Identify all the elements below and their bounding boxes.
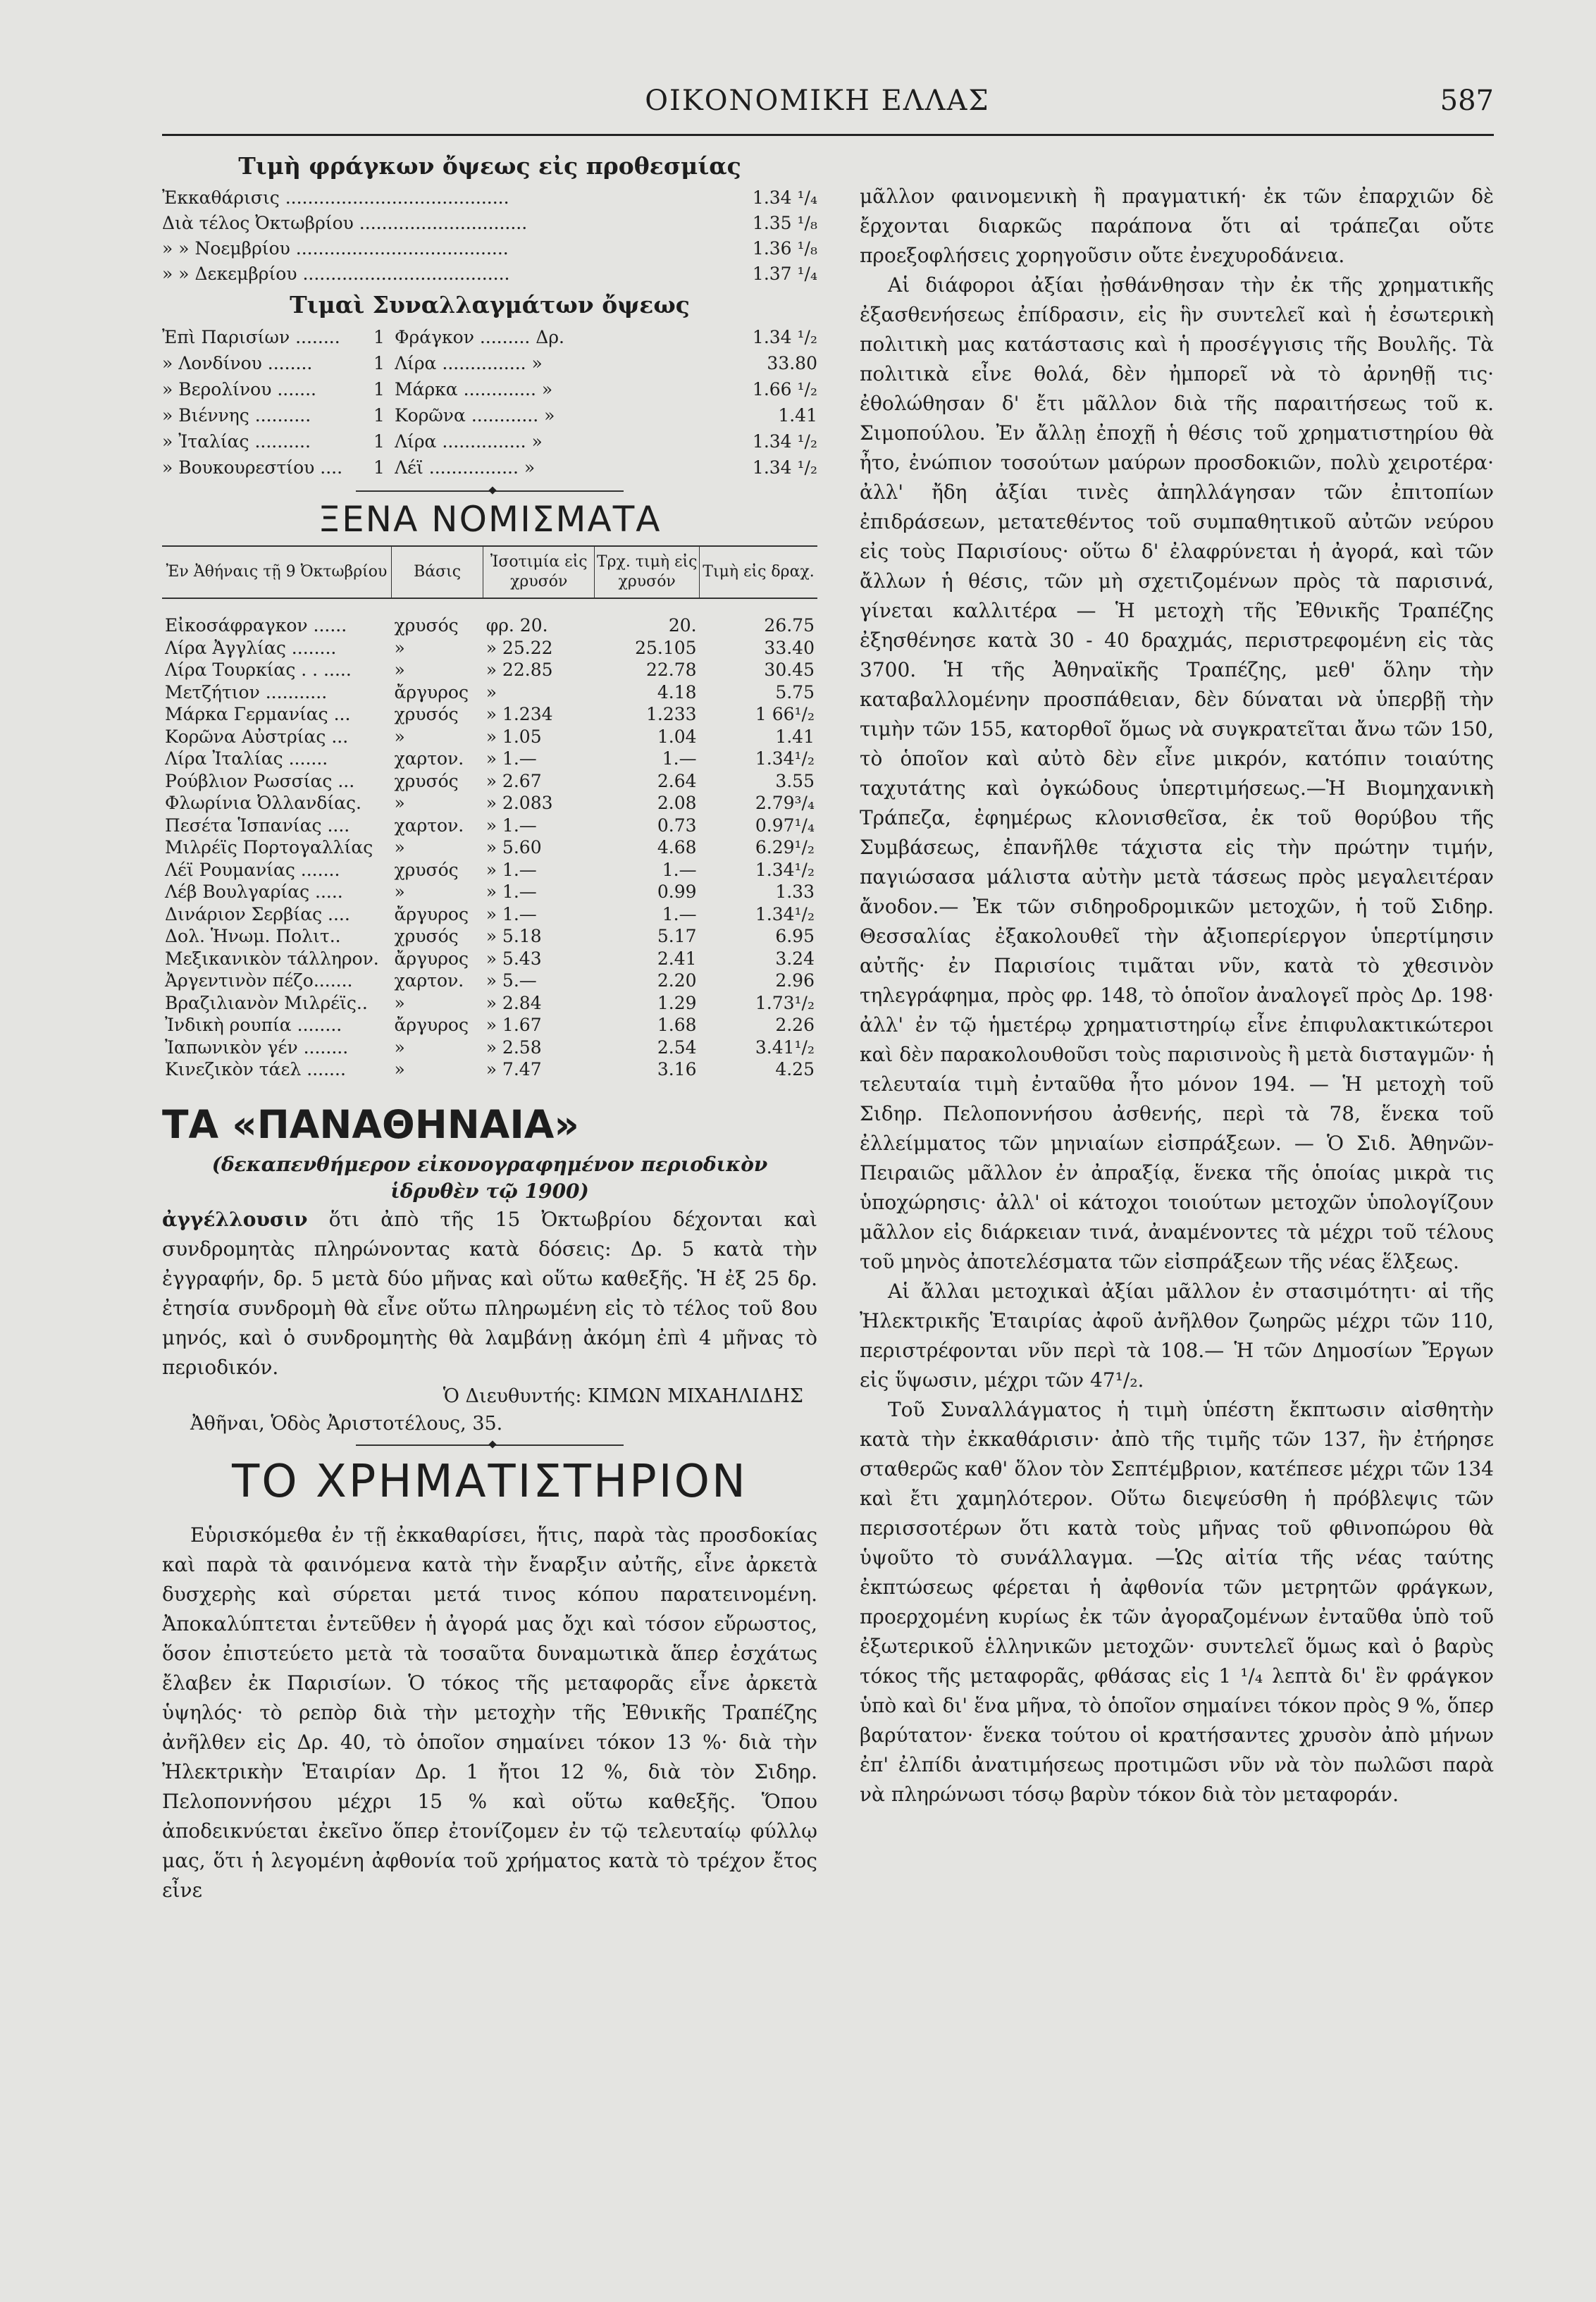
table-cell: » 2.84	[485, 992, 542, 1013]
franc-rate-row	[162, 211, 817, 236]
table-row	[162, 703, 817, 726]
franc-rate-value: 1.35 ¹/₈	[752, 213, 817, 233]
table-cell: χρυσός	[394, 704, 459, 724]
table-cell: » 1.—	[485, 881, 537, 902]
franc-rate-row	[162, 261, 817, 287]
table-cell: φρ. 20.	[485, 615, 548, 636]
table-cell: Δινάριον Σερβίας ....	[165, 903, 350, 924]
page-header	[141, 85, 1494, 127]
table-cell: 3.55	[775, 770, 815, 791]
section-divider	[356, 490, 624, 492]
table-cell: » 5.—	[485, 970, 537, 991]
table-cell: » 2.083	[485, 793, 553, 813]
table-cell: 2.54	[657, 1036, 697, 1058]
table-cell: χρυσός	[394, 926, 459, 946]
table-cell: »	[394, 1059, 405, 1079]
exchange-city: » Βιέννης ..........	[162, 405, 311, 426]
table-cell: ἄργυρος	[394, 1015, 469, 1035]
table-cell: Μάρκα Γερμανίας ...	[165, 704, 351, 724]
table-cell: 1.233	[646, 704, 697, 724]
table-cell: » 1.—	[485, 903, 537, 924]
franc-rate-value: 1.37 ¹/₄	[752, 264, 817, 284]
table-cell: » 1.—	[485, 748, 537, 769]
table-cell: 0.99	[657, 881, 697, 902]
exchange-unit: 1	[373, 379, 385, 400]
table-cell: 1.33	[775, 881, 815, 902]
table-cell: 1.73¹/₂	[755, 992, 815, 1013]
bourse-paragraph-cont: μᾶλλον φαινομενικὴ ἢ πραγματική· ἐκ τῶν ἐπαρχιῶν δὲ ἔρχονται διαρκῶς παράπονα ὅτι αἱ τράπεζαι οὔτε προεξοφλήσεις χορηγοῦσιν οὔτε ἐνεχυροδάνεια.	[860, 185, 1494, 267]
table-cell: Φλωρίνια Ὀλλανδίας.	[165, 793, 362, 813]
table-cell: 2.20	[657, 970, 697, 991]
franc-rate-label: » » Νοεμβρίου ......................................	[162, 238, 509, 259]
table-cell: »	[394, 793, 405, 813]
bourse-title: ΤΟ ΧΡΗΜΑΤΙΣΤΗΡΙΟΝ	[232, 1455, 748, 1508]
table-cell: 2.08	[657, 793, 697, 813]
table-cell: 1.—	[662, 903, 697, 924]
panathinaia-subtitle-2: ἱδρυθὲν τῷ 1900)	[390, 1179, 589, 1203]
exchange-city: » Βουκουρεστίου ....	[162, 457, 343, 478]
table-cell: » 25.22	[485, 637, 553, 658]
table-cell: 6.29¹/₂	[755, 837, 815, 858]
exchange-rate-row	[162, 428, 817, 454]
table-cell: Λίρα Ἀγγλίας ........	[165, 637, 337, 658]
franc-rate-row	[162, 236, 817, 261]
franc-rate-label: Ἐκκαθάρισις ........................................	[162, 187, 509, 208]
table-cell: 1.68	[657, 1015, 697, 1035]
table-cell: 0.97¹/₄	[755, 815, 815, 836]
exchange-unit: 1	[373, 353, 385, 373]
panathinaia-address: Ἀθῆναι, Ὁδὸς Ἀριστοτέλους, 35.	[190, 1412, 503, 1435]
franc-rate-label: Διὰ τέλος Ὀκτωβρίου ..............................	[162, 213, 528, 233]
table-cell: 2.79³/₄	[755, 793, 815, 813]
table-cell: Εἰκοσάφραγκον ......	[165, 615, 347, 636]
table-cell: »	[394, 637, 405, 658]
section-divider	[356, 1444, 624, 1446]
table-cell: » 5.18	[485, 926, 542, 946]
panathinaia-title: ΤΑ «ΠΑΝΑΘΗΝΑΙΑ»	[162, 1101, 579, 1147]
table-cell: 4.18	[657, 681, 697, 703]
foreign-currencies-table	[162, 545, 817, 1081]
table-cell: Κινεζικὸν τάελ .......	[165, 1059, 346, 1079]
table-row	[162, 681, 817, 704]
table-row	[162, 598, 817, 637]
franc-rate-value: 1.34 ¹/₄	[752, 187, 817, 208]
exchange-unit: 1	[373, 431, 385, 452]
exchange-currency: Λίρα ............... »	[395, 431, 543, 452]
securities-paragraph: Αἱ διάφοροι ἀξίαι ᾐσθάνθησαν τὴν ἐκ τῆς χρηματικῆς ἐξασθενήσεως ἐπίδρασιν, εἰς ἣν συντελεῖ καὶ ἡ ἐσωτερικὴ πολιτικὴ μας κατάστασις καὶ ἡ προσέγγισις τῆς Βουλῆς. Τὰ πολιτικὰ εἶνε θολά, δὲν ἠμπορεῖ νὰ τὸ ἀρνηθῇ τις· ἐθολώθησαν δ' ἔτι μᾶλλον διὰ τῆς παραιτήσεως τοῦ κ. Σιμοπούλου. Ἐν ἄλλῃ ἐποχῇ ἡ θέσις τοῦ χρηματιστηρίου θὰ ἦτο, ἐνώπιον τοσούτων μαύρων προσδοκιῶν, πολὺ χειροτέρα· ἀλλ' ἤδη ἀξίαι τινὲς ἀπηλλάγησαν τῶν ἐπιτοπίων ἐπιδράσεων, μετατεθέντος τοῦ συμπαθητικοῦ αὐτῶν νεύρου εἰς τοὺς Παρισίους· οὕτω δ' ἐλαφρύνεται ἡ ἀγορά, καὶ τῶν ἄλλων ἡ θέσις, τῶν μὴ σχετιζομένων πρὸς τὰ παρισινά, γίνεται καλλιτέρα — Ἡ μετοχὴ τῆς Ἐθνικῆς Τραπέζης ἐξησθένησε κατὰ 30 - 40 δραχμάς, περιστρεφομένη εἰς τὰς 3700. Ἡ τῆς Ἀθηναϊκῆς Τραπέζης, μεθ' ὅλην τὴν καταβαλλομένην προσπάθειαν, δὲν δύναται νὰ ὑπερβῇ τὴν τιμὴν τῶν 155, κατορθοῖ ὅμως νὰ συγκρατεῖται ἄνω τῶν 150, τὸ ὁποῖον καὶ αὐτὸ δὲν εἶνε μικρόν, κατόπιν τοιαύτης ταχυτάτης καὶ ὀγκώδους ὑπερτιμήσεως.—Ἡ Βιομηχανικὴ Τράπεζα, ἐφημέρως κλονισθεῖσα, ἐκ τοῦ θορύβου τῆς Συμβάσεως, ἐπανῆλθε τάχιστα εἰς τὴν πρώτην τιμήν, παγιώσασα μάλιστα αὐτὴν μετὰ τάσεως πρὸς μεγαλειτέραν ἄνοδον.— Ἐκ τῶν σιδηροδρομικῶν μετοχῶν, ἡ τοῦ Σιδηρ. Θεσσαλίας ἐξακολουθεῖ τὴν ἀξιοπερίεργον ὑπερτίμησιν αὐτῆς· ἐν Παρισίοις τιμᾶται νῦν, κατὰ τὸ χθεσινὸν τηλεγράφημα, πρὸς φρ. 148, τὸ ὁποῖον ἀναλογεῖ πρὸς Δρ. 198· ἀλλ' ἐν τῷ ἡμετέρῳ χρηματιστηρίῳ εἶνε ἐπιφυλακτικώτεροι καὶ δὲν παρακολουθοῦσι τοὺς παρισινοὺς ἢ μετὰ δισταγμῶν· ἡ τελευταία τιμὴ ἐνταῦθα ἦτο μόνον 194. — Ἡ μετοχὴ τοῦ Σιδηρ. Πελοποννήσου ἀσθενής, περὶ τὰ 78, ἕνεκα τοῦ ἐλλείμματος τῶν μηνιαίων εἰσπράξεων. — Ὁ Σιδ. Ἀθηνῶν-Πειραιῶς μᾶλλον ἐν ἀπραξίᾳ, ἕνεκα τῆς ὁποίας μικρὰ τις ὑποχώρησις· ἀλλ' οἱ κάτοχοι τοιούτων μετοχῶν ὑπολογίζουν μᾶλλον εἰς διάρκειαν τινά, ἀναμένοντες τὰ μέχρι τοῦ τέλους τοῦ μηνὸς ἀποτελέσματα τῶν εἰσπράξεων τῆς νέας ἕλξεως.	[860, 273, 1494, 1273]
table-cell: 2.41	[657, 948, 697, 969]
exchange-paragraph: Τοῦ Συναλλάγματος ἡ τιμὴ ὑπέστη ἔκπτωσιν αἰσθητὴν κατὰ τὴν ἐκκαθάρισιν· ἀπὸ τῆς τιμῆς τῶν 137, ἣν ἐτήρησε σταθερῶς καθ' ὅλον τὸν Σεπτέμβριον, κατέπεσε μέχρι τῶν 134 καὶ ἔτι χαμηλότερον. Οὕτω διεψεύσθη ἡ πρόβλεψις τῶν περισσοτέρων ὅτι κατὰ τοὺς μῆνας τοῦ φθινοπώρου θὰ ὑψοῦτο τὸ συνάλλαγμα. —Ὡς αἰτία τῆς νέας ταύτης ἐκπτώσεως φέρεται ἡ ἀφθονία τῶν μετρητῶν φράγκων, προερχομένη κυρίως ἐκ τῶν ἀγοραζομένων ἐνταῦθα ὑπὸ τοῦ ἐξωτερικοῦ ἑλληνικῶν μετοχῶν· συντελεῖ ὅμως καὶ ὁ βαρὺς τόκος τῆς μεταφορᾶς, φθάσας εἰς 1 ¹/₄ λεπτὰ δι' ἓν φράγκον ὑπὸ καὶ δι' ἕνα μῆνα, τὸ ὁποῖον σημαίνει τόκον πρὸς 9 %, ὅπερ βαρύτατον· ἕνεκα τούτου οἱ κρατήσαντες χρυσὸν ἀπὸ μήνων ἐπ' ἐλπίδι ἀνατιμήσεως προτιμῶσι νῦν νὰ τὸν πωλῶσι παρὰ νὰ πληρώνωσι τόσῳ βαρὺν τόκον διὰ τὸν μεταφοράν.	[860, 1398, 1494, 1806]
table-cell: Λέβ Βουλγαρίας .....	[165, 881, 343, 902]
table-cell: »	[394, 992, 405, 1013]
table-cell: 26.75	[764, 615, 815, 636]
table-cell: 1.—	[662, 859, 697, 880]
journal-title: ΟΙΚΟΝΟΜΙΚΗ ΕΛΛΑΣ	[645, 85, 990, 117]
exchange-value: 1.34 ¹/₂	[752, 431, 817, 452]
table-row	[162, 1036, 817, 1059]
table-cell: » 5.60	[485, 837, 542, 858]
table-header-cell: Τιμὴ εἰς δραχ.	[700, 546, 817, 598]
table-cell: » 1.05	[485, 726, 542, 747]
table-row	[162, 881, 817, 903]
table-cell: » 7.47	[485, 1059, 542, 1079]
table-cell: 3.41¹/₂	[755, 1036, 815, 1058]
table-row	[162, 770, 817, 793]
exchange-unit: 1	[373, 327, 385, 347]
table-cell: 25.105	[635, 637, 697, 658]
table-cell: 4.68	[657, 837, 697, 858]
table-row	[162, 970, 817, 992]
panathinaia-text: ὅτι ἀπὸ τῆς 15 Ὀκτωβρίου δέχονται καὶ συνδρομητὰς πληρώνοντας κατὰ δόσεις: Δρ. 5 κατὰ τὴν ἐγγραφήν, δρ. 5 μετὰ δύο μῆνας καὶ οὕτω καθεξῆς. Ἡ ἐξ 25 δρ. ἐτησία συνδρομὴ θὰ εἶνε οὕτω πληρωμένη εἰς τὸ τέλος τοῦ 8ου μηνός, καὶ ὁ συνδρομητὴς θὰ λαμβάνῃ ἀκόμη ἐπὶ 4 μῆνας τὸ περιοδικόν.	[162, 1207, 817, 1379]
table-cell: 2.26	[775, 1015, 815, 1035]
table-cell: 5.17	[657, 926, 697, 946]
franc-rate-value: 1.36 ¹/₈	[752, 238, 817, 259]
table-header-cell: Ἐν Ἀθήναις τῇ 9 Ὀκτωβρίου	[162, 546, 392, 598]
table-cell: Λέϊ Ρουμανίας .......	[165, 859, 340, 880]
table-row	[162, 659, 817, 681]
table-cell: 2.96	[775, 970, 815, 991]
table-cell: Δολ. Ἡνωμ. Πολιτ..	[165, 926, 341, 946]
table-cell: χαρτον.	[394, 748, 464, 769]
table-cell: »	[394, 660, 405, 680]
table-cell: » 2.58	[485, 1036, 542, 1058]
exchange-currency: Λέϊ ................ »	[395, 457, 536, 478]
table-cell: »	[394, 726, 405, 747]
table-row	[162, 748, 817, 770]
table-cell: 20.	[668, 615, 697, 636]
table-cell: » 1.234	[485, 704, 553, 724]
table-row	[162, 1058, 817, 1081]
left-column	[162, 148, 817, 1905]
table-cell: Ρούβλιον Ρωσσίας ...	[165, 770, 355, 791]
table-cell: Βραζιλιανὸν Μιλρέϊς..	[165, 992, 368, 1013]
table-cell: »	[394, 1036, 405, 1058]
table-cell: ἄργυρος	[394, 948, 469, 969]
table-cell: 3.16	[657, 1059, 697, 1079]
table-cell: Ἀργεντινὸν πέζο.......	[165, 970, 353, 991]
table-cell: 5.75	[775, 681, 815, 703]
exchange-city: » Λονδίνου ........	[162, 353, 313, 373]
table-cell: Λίρα Ἰταλίας .......	[165, 748, 328, 769]
franc-rate-label: » » Δεκεμβρίου .....................................	[162, 264, 510, 284]
table-row	[162, 1014, 817, 1036]
table-row	[162, 836, 817, 859]
table-cell: » 22.85	[485, 660, 553, 680]
table-row	[162, 859, 817, 881]
table-cell: 2.64	[657, 770, 697, 791]
other-shares-paragraph: Αἱ ἄλλαι μετοχικαὶ ἀξίαι μᾶλλον ἐν στασιμότητι· αἱ τῆς Ἠλεκτρικῆς Ἑταιρίας ἀφοῦ ἀνῆλθον ζωηρῶς μέχρι τῶν 110, περιστρέφονται νῦν περὶ τὰ 108.— Ἡ τῶν Δημοσίων Ἔργων εἰς ὕψωσιν, μέχρι τῶν 47¹/₂.	[860, 1280, 1494, 1392]
table-cell: Πεσέτα Ἱσπανίας ....	[165, 815, 350, 836]
table-cell: Μιλρέϊς Πορτογαλλίας	[165, 837, 373, 858]
table-cell: » 2.67	[485, 770, 542, 791]
table-cell: χαρτον.	[394, 970, 464, 991]
table-row	[162, 792, 817, 815]
table-cell: ἄργυρος	[394, 903, 469, 924]
franc-rate-row	[162, 185, 817, 211]
table-row	[162, 948, 817, 970]
exchange-unit: 1	[373, 405, 385, 426]
exchange-value: 1.66 ¹/₂	[752, 379, 817, 400]
table-cell: 1.41	[775, 726, 815, 747]
exchange-value: 1.34 ¹/₂	[752, 327, 817, 347]
table-cell: 1.34¹/₂	[755, 748, 815, 769]
table-row	[162, 726, 817, 748]
exchange-currency: Κορῶνα ............ »	[395, 405, 555, 426]
exchange-rate-row	[162, 376, 817, 402]
table-cell: Κορῶνα Αὐστρίας ...	[165, 726, 349, 747]
table-header-cell: Ἰσοτιμία εἰς χρυσόν	[483, 546, 595, 598]
table-cell: 1 66¹/₂	[755, 704, 815, 724]
table-cell: Μετζήτιον ...........	[165, 681, 328, 703]
table-cell: » 1.—	[485, 815, 537, 836]
exchange-value: 1.41	[778, 405, 817, 426]
exchange-section-title: Τιμαὶ Συναλλαγμάτων ὄψεως	[290, 291, 690, 318]
panathinaia-signature: Ὁ Διευθυντής: ΚΙΜΩΝ ΜΙΧΑΗΛΙΔΗΣ	[443, 1385, 803, 1407]
panathinaia-lead: ἀγγέλλουσιν	[162, 1207, 308, 1231]
table-cell: 33.40	[764, 637, 815, 658]
table-cell: χρυσός	[394, 615, 459, 636]
bourse-paragraph: Εὑρισκόμεθα ἐν τῇ ἐκκαθαρίσει, ἥτις, παρὰ τὰς προσδοκίας καὶ παρὰ τὰ φαινόμενα κατὰ τὴν ἔναρξιν αὐτῆς, εἶνε ἀρκετὰ δυσχερὴς καὶ σύρεται μετά τινος κόπου παρατεινομένη. Ἀποκαλύπτεται ἐντεῦθεν ἡ ἀγορά μας ὄχι καὶ τόσον εὔρωστος, ὅσον ἐπιστεύετο μετὰ τὰ τοσαῦτα δυναμωτικὰ ἅπερ ἐσχάτως ἔλαβεν ἐκ Παρισίων. Ὁ τόκος τῆς μεταφορᾶς εἶνε ἀρκετὰ ὑψηλός· τὸ ρεπὸρ διὰ τὴν μετοχὴν τῆς Ἐθνικῆς Τραπέζης ἀνῆλθεν εἰς Δρ. 40, τὸ ὁποῖον σημαίνει τόκον 13 %· διὰ τὴν Ἠλεκτρικὴν Ἑταιρίαν Δρ. 1 ἤτοι 12 %, διὰ τὸν Σιδηρ. Πελοποννήσου μέχρι 15 % καὶ οὕτω καθεξῆς. Ὅπου ἀποδεικνύεται ἐκεῖνο ὅπερ ἐτονίζομεν ἐν τῷ τελευταίῳ φύλλῳ μας, ὅτι ἡ λεγομένη ἀφθονία τοῦ χρήματος κατὰ τὸ τρέχον ἔτος εἶνε	[162, 1523, 817, 1902]
table-cell: χρυσός	[394, 770, 459, 791]
foreign-currencies-title: ΞΕΝΑ ΝΟΜΙΣΜΑΤΑ	[318, 499, 662, 540]
exchange-rate-row	[162, 324, 817, 350]
panathinaia-notice	[162, 1205, 817, 1382]
table-cell: » 1.—	[485, 859, 537, 880]
table-row	[162, 925, 817, 948]
exchange-city: » Βερολίνου .......	[162, 379, 316, 400]
table-cell: Λίρα Τουρκίας . . .....	[165, 660, 352, 680]
exchange-value: 33.80	[767, 353, 817, 373]
exchange-city: » Ἰταλίας ..........	[162, 431, 311, 452]
exchange-rate-row	[162, 350, 817, 376]
exchange-currency: Φράγκον ......... Δρ.	[395, 327, 565, 347]
table-cell: Ἰνδικὴ ρουπία ........	[165, 1015, 342, 1035]
table-cell: 3.24	[775, 948, 815, 969]
table-cell: 30.45	[764, 660, 815, 680]
exchange-rate-row	[162, 454, 817, 481]
table-cell: »	[485, 681, 497, 703]
exchange-rate-row	[162, 402, 817, 428]
exchange-unit: 1	[373, 457, 385, 478]
table-cell: 22.78	[646, 660, 697, 680]
panathinaia-subtitle-1: (δεκαπενθήμερον εἰκονογραφημένον περιοδικὸν	[211, 1152, 768, 1176]
exchange-currency: Λίρα ............... »	[395, 353, 543, 373]
table-row	[162, 903, 817, 926]
table-cell: » 5.43	[485, 948, 542, 969]
exchange-currency: Μάρκα ............. »	[395, 379, 553, 400]
table-cell: » 1.67	[485, 1015, 542, 1035]
table-cell: »	[394, 837, 405, 858]
header-rule	[162, 134, 1494, 136]
table-cell: 4.25	[775, 1059, 815, 1079]
exchange-city: Ἐπὶ Παρισίων ........	[162, 327, 340, 347]
table-cell: 1.29	[657, 992, 697, 1013]
table-cell: Ἰαπωνικὸν γέν ........	[165, 1036, 349, 1058]
exchange-value: 1.34 ¹/₂	[752, 457, 817, 478]
table-cell: Μεξικανικὸν τάλληρον.	[165, 948, 379, 969]
table-row	[162, 815, 817, 837]
table-cell: ἄργυρος	[394, 681, 469, 703]
table-header-cell: Βάσις	[392, 546, 483, 598]
table-cell: 6.95	[775, 926, 815, 946]
table-cell: χαρτον.	[394, 815, 464, 836]
table-row	[162, 992, 817, 1015]
table-cell: 1.34¹/₂	[755, 859, 815, 880]
franc-section-title: Τιμὴ φράγκων ὄψεως εἰς προθεσμίας	[238, 152, 741, 180]
table-cell: 1.04	[657, 726, 697, 747]
franc-rates-list	[162, 185, 817, 287]
table-cell: 1.—	[662, 748, 697, 769]
table-cell: 1.34¹/₂	[755, 903, 815, 924]
table-cell: 0.73	[657, 815, 697, 836]
table-cell: »	[394, 881, 405, 902]
table-header-cell: Τρχ. τιμὴ εἰς χρυσόν	[595, 546, 700, 598]
exchange-rates-list	[162, 324, 817, 481]
table-cell: χρυσός	[394, 859, 459, 880]
page-number: 587	[1440, 85, 1494, 117]
right-column	[860, 182, 1494, 1809]
table-row	[162, 637, 817, 660]
